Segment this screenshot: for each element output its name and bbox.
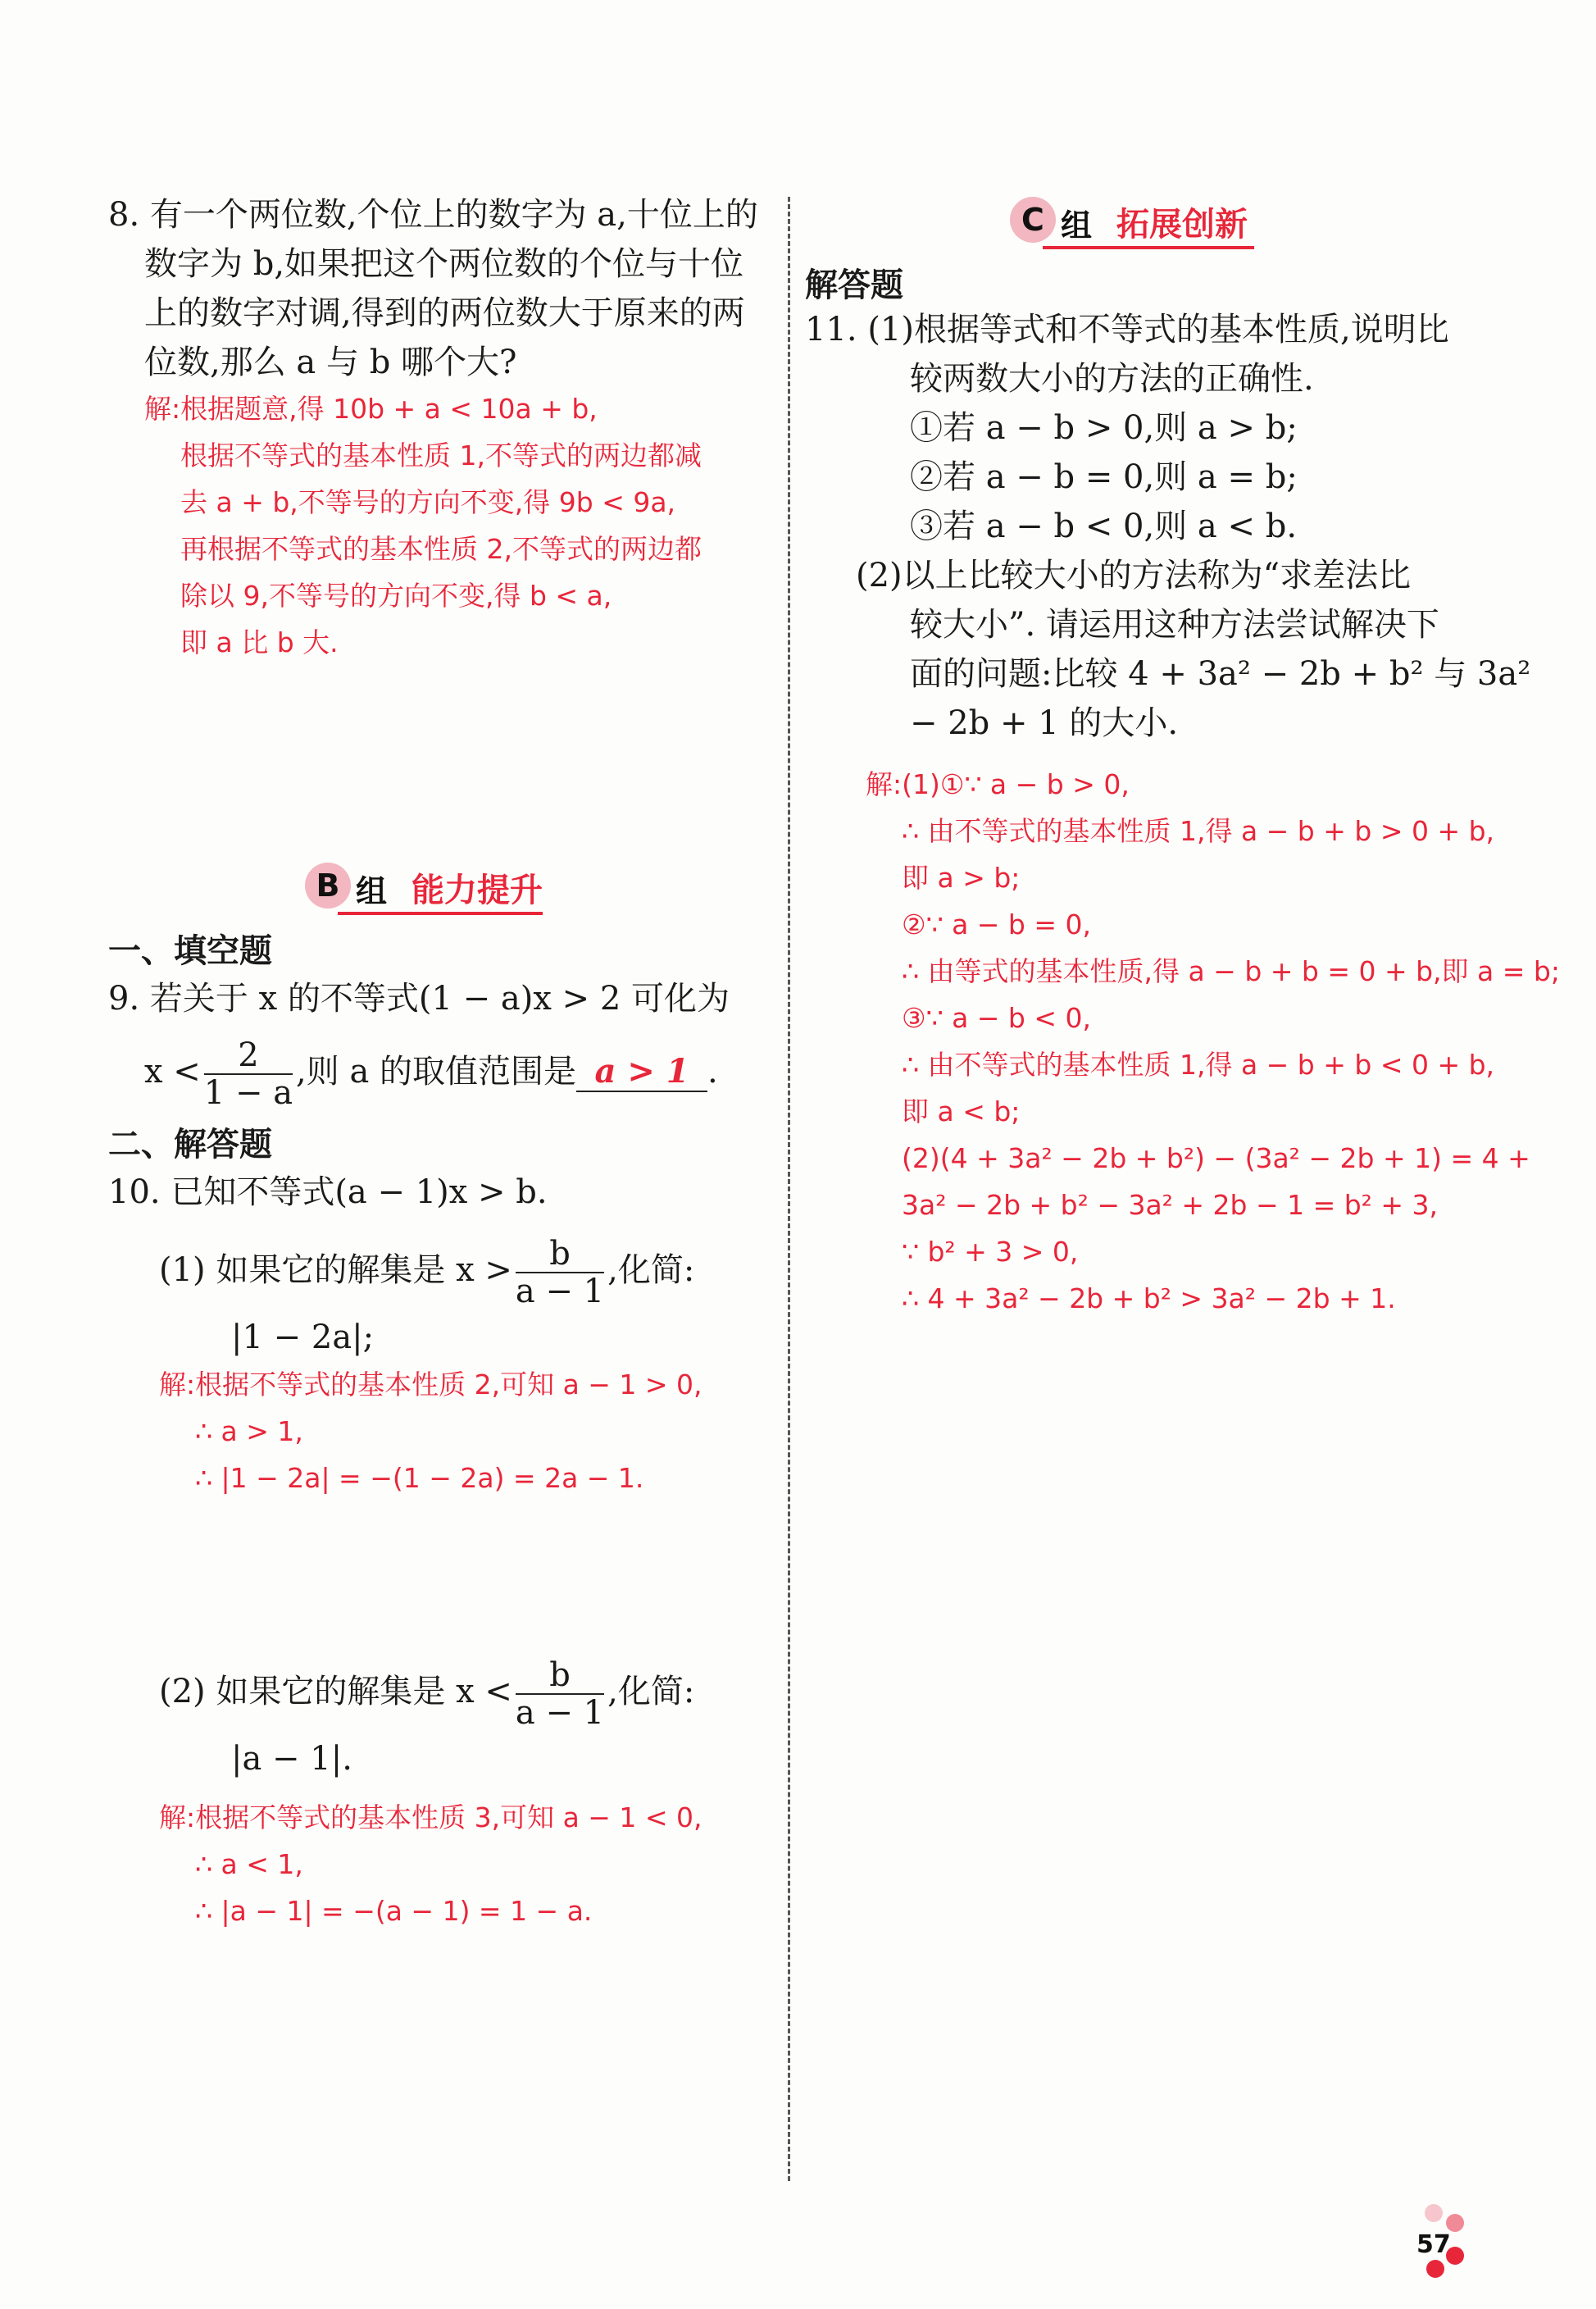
q9-end: . (707, 1053, 718, 1091)
q10-p2-line (159, 1655, 694, 1731)
q9-x-lt: x < (144, 1053, 201, 1091)
section-solve-c: 解答题 (805, 266, 903, 304)
q10-part1 (108, 1233, 694, 1309)
q11-answer-line: 即 a < b; (902, 1095, 1021, 1127)
group-c-badge: C (1010, 197, 1056, 243)
q10-p2-answer-line: ∴ a < 1, (195, 1848, 303, 1880)
q11-answer-line: ∴ 由不等式的基本性质 1,得 a − b + b > 0 + b, (902, 815, 1495, 847)
q10-p1-expr: |1 − 2a|; (231, 1318, 375, 1356)
q11-line: ②若 a − b = 0,则 a = b; (910, 458, 1298, 496)
q8-answer-line: 即 a 比 b 大. (180, 626, 339, 658)
q11-answer-line: (2)(4 + 3a² − 2b + b²) − (3a² − 2b + 1) = 4 + (902, 1142, 1530, 1174)
q11-line: (2)以上比较大小的方法称为“求差法比 (856, 557, 1412, 594)
q11-line: ③若 a − b < 0,则 a < b. (910, 508, 1298, 545)
section-fill-blank: 一、填空题 (108, 932, 272, 970)
q11-line: ①若 a − b > 0,则 a > b; (910, 409, 1298, 447)
q10-p1-suffix: ,化简: (607, 1251, 695, 1289)
group-c-banner (1010, 197, 1280, 248)
q10-p1-fraction (516, 1236, 604, 1309)
q10-p2-answer (159, 1794, 703, 1934)
q10-p2-fraction (516, 1657, 604, 1731)
q10-p2-answer-line: 解:根据不等式的基本性质 3,可知 a − 1 < 0, (159, 1801, 703, 1833)
q8-answer-line: 再根据不等式的基本性质 2,不等式的两边都 (180, 533, 702, 565)
question-10 (108, 1168, 694, 1362)
q9-fraction (204, 1037, 293, 1111)
q11-line: 较两数大小的方法的正确性. (910, 360, 1314, 398)
group-b-zu: 组 (356, 873, 388, 909)
q10-p1-frac-num: b (516, 1236, 604, 1273)
q11-answer-line: ∴ 由等式的基本性质,得 a − b + b = 0 + b,即 a = b; (902, 955, 1560, 987)
group-c-title: 拓展创新 (1116, 206, 1248, 244)
q11-answer-line: ②∵ a − b = 0, (902, 909, 1091, 940)
hex-dot-icon (1426, 2260, 1444, 2278)
section-solve: 二、解答题 (108, 1126, 272, 1164)
q10-p2-text: (2) 如果它的解集是 x < (159, 1673, 512, 1710)
question-11 (805, 305, 1530, 748)
q10-p2-frac-den: a − 1 (515, 1694, 605, 1732)
q10-line: 10. 已知不等式(a − 1)x > b. (108, 1173, 548, 1211)
q10-p1-frac-den: a − 1 (515, 1273, 605, 1310)
question-8 (108, 190, 758, 387)
q8-line: 数字为 b,如果把这个两位数的个位与十位 (144, 245, 744, 283)
q11-answer-line: ∴ 4 + 3a² − 2b + b² > 3a² − 2b + 1. (902, 1282, 1396, 1314)
q10-p1-answer-line: ∴ |1 − 2a| = −(1 − 2a) = 2a − 1. (195, 1462, 644, 1494)
q9-frac-num: 2 (204, 1037, 293, 1075)
group-b-title: 能力提升 (412, 872, 543, 909)
q9-mid: ,则 a 的取值范围是 (296, 1053, 577, 1091)
q10-p1-answer-line: ∴ a > 1, (195, 1415, 303, 1447)
q10-p1-answer-line: 解:根据不等式的基本性质 2,可知 a − 1 > 0, (159, 1369, 703, 1400)
q10-p2-suffix: ,化简: (607, 1673, 695, 1710)
q11-answer-line: 解:(1)①∵ a − b > 0, (866, 768, 1130, 800)
column-divider (788, 197, 790, 2181)
q8-line: 上的数字对调,得到的两位数大于原来的两 (144, 294, 745, 332)
q8-answer-line: 除以 9,不等号的方向不变,得 b < a, (180, 580, 612, 612)
q11-line: 11. (1)根据等式和不等式的基本性质,说明比 (805, 311, 1449, 348)
q10-p1-text: (1) 如果它的解集是 x > (159, 1251, 512, 1289)
q11-answer-line: ∵ b² + 3 > 0, (902, 1236, 1079, 1268)
group-b-badge: B (305, 863, 351, 909)
q8-line: 8. 有一个两位数,个位上的数字为 a,十位上的 (108, 196, 758, 234)
question-9 (108, 974, 730, 1111)
q11-line: − 2b + 1 的大小. (910, 704, 1179, 742)
hex-dot-icon (1446, 2214, 1464, 2232)
q8-answer-line: 去 a + b,不等号的方向不变,得 9b < 9a, (180, 486, 676, 518)
q11-answer-line: 即 a > b; (902, 862, 1021, 894)
hex-dot-icon (1425, 2204, 1443, 2222)
page-number: 57 (1416, 2230, 1451, 2259)
q9-line: 9. 若关于 x 的不等式(1 − a)x > 2 可化为 (108, 980, 730, 1018)
q8-answer-line: 根据不等式的基本性质 1,不等式的两边都减 (180, 439, 702, 471)
q10-p2-frac-num: b (516, 1657, 604, 1695)
group-b-banner (305, 863, 567, 913)
q11-line: 面的问题:比较 4 + 3a² − 2b + b² 与 3a² (910, 655, 1531, 693)
q11-answer (866, 761, 1560, 1322)
q10-p2-expr: |a − 1|. (231, 1740, 352, 1778)
q10-part2 (159, 1655, 694, 1783)
group-b-rule (338, 912, 543, 915)
q8-line: 位数,那么 a 与 b 哪个大? (144, 344, 517, 381)
q9-answer-blank: a > 1 (576, 1053, 707, 1092)
group-c-zu: 组 (1061, 207, 1093, 244)
q9-frac-den: 1 − a (203, 1074, 293, 1112)
q9-line-2 (108, 1035, 730, 1111)
q8-answer (144, 385, 702, 666)
q8-answer-line: 解:根据题意,得 10b + a < 10a + b, (144, 393, 598, 425)
group-c-rule (1043, 246, 1254, 249)
q11-answer-line: ∴ 由不等式的基本性质 1,得 a − b + b < 0 + b, (902, 1049, 1495, 1081)
q11-answer-line: 3a² − 2b + b² − 3a² + 2b − 1 = b² + 3, (902, 1189, 1439, 1221)
q10-p2-answer-line: ∴ |a − 1| = −(a − 1) = 1 − a. (195, 1895, 593, 1927)
q11-line: 较大小”. 请运用这种方法尝试解决下 (910, 606, 1439, 644)
q11-answer-line: ③∵ a − b < 0, (902, 1002, 1091, 1034)
q10-p1-answer (159, 1361, 703, 1501)
